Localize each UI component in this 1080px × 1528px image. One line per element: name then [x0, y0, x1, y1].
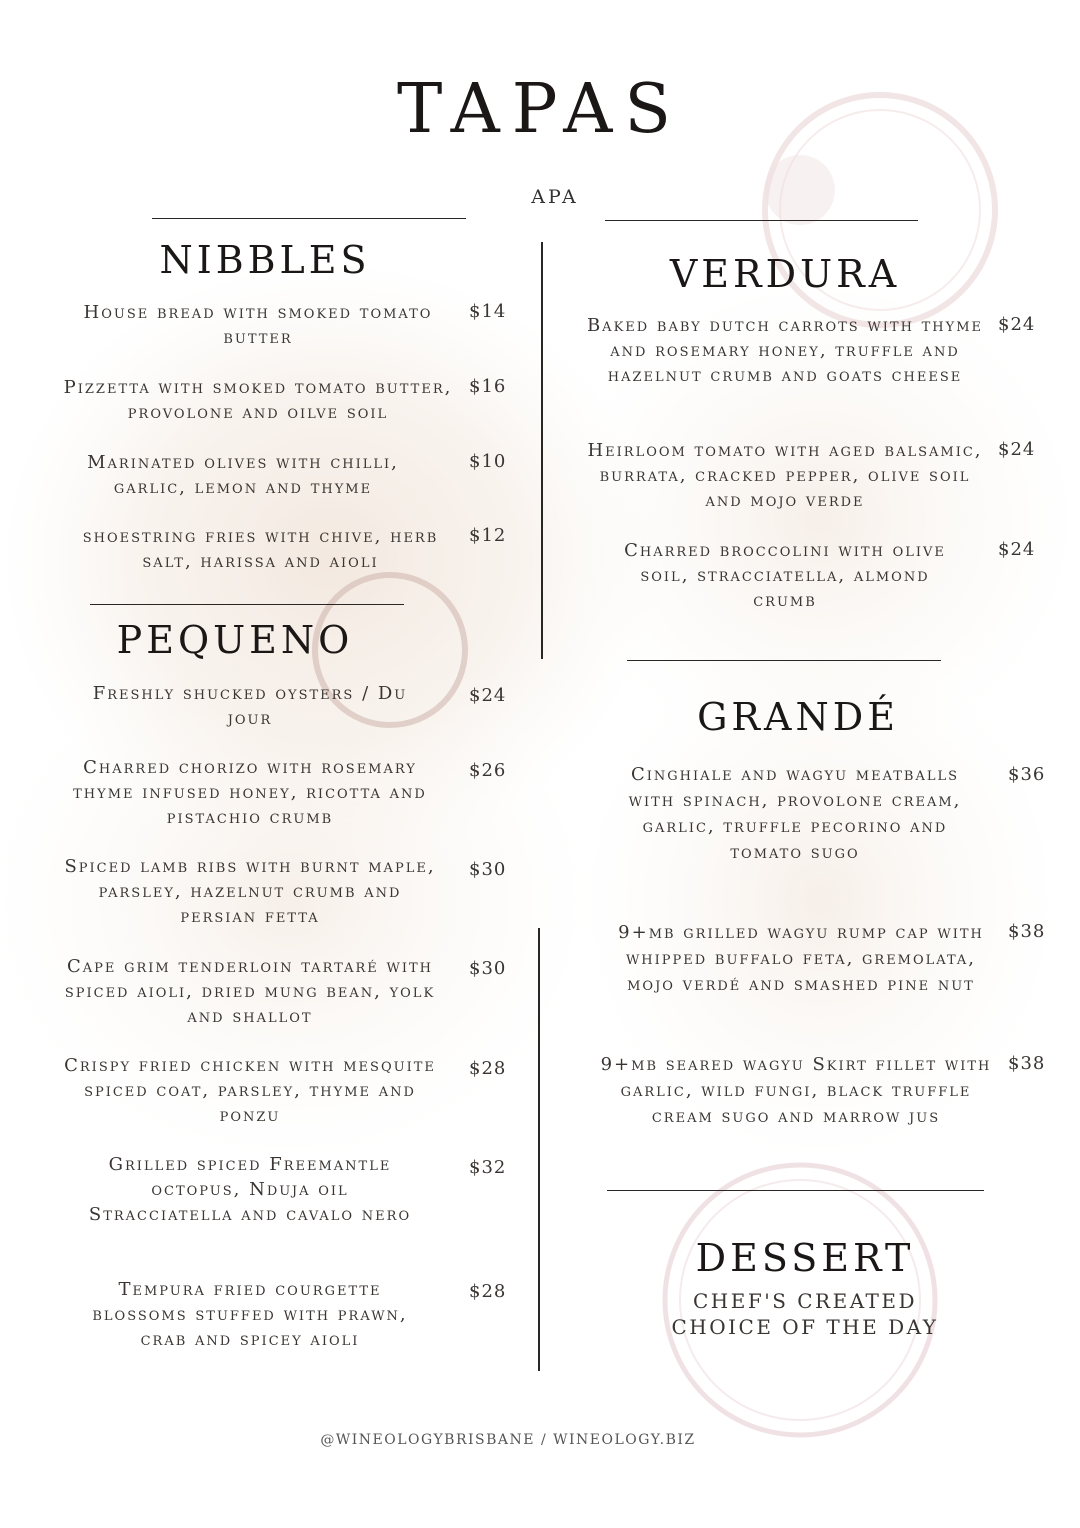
menu-item-name: Cape grim tenderloin tartaré with spiced aioli, dried mung bean, yolk and shallot — [64, 956, 436, 1027]
column-divider-lower — [538, 928, 540, 1371]
menu-item-name: shoestring fries with chive, herb salt, harissa and aioli — [82, 526, 439, 572]
dessert-description: CHEF'S CREATED CHOICE OF THE DAY — [671, 1289, 939, 1339]
menu-item-price: $36 — [1008, 764, 1046, 785]
menu-item-name: Charred broccolini with olive soil, stracciatella, almond crumb — [624, 540, 946, 611]
divider-grande-dessert — [607, 1190, 984, 1191]
menu-item-price: $16 — [469, 376, 507, 397]
section-heading-grande: GRANDÉ — [697, 695, 899, 739]
menu-item-name: Marinated olives with chilli, garlic, lemon and thyme — [87, 452, 399, 498]
menu-item-name: Heirloom tomato with aged balsamic, burrata, cracked pepper, olive soil and mojo verde — [587, 440, 983, 511]
menu-item-name: Spiced lamb ribs with burnt maple, parsley, hazelnut crumb and persian fetta — [64, 856, 436, 927]
divider-top-right — [605, 220, 918, 221]
menu-item-name: Crispy fried chicken with mesquite spiced coat, parsley, thyme and ponzu — [64, 1055, 436, 1126]
menu-item-name: Pizzetta with smoked tomato butter, provolone and oilve soil — [63, 377, 453, 423]
divider-nibbles-pequeno — [90, 604, 404, 605]
menu-item-price: $10 — [469, 451, 507, 472]
menu-item-price: $28 — [469, 1281, 507, 1302]
section-heading-nibbles: NIBBLES — [159, 238, 371, 282]
menu-item-price: $38 — [1008, 1053, 1046, 1074]
menu-item-name: Charred chorizo with rosemary thyme infused honey, ricotta and pistachio crumb — [73, 757, 427, 828]
section-heading-pequeno: PEQUENO — [116, 618, 354, 662]
menu-item-price: $32 — [469, 1157, 507, 1178]
menu-item-name: 9+mb seared wagyu Skirt fillet with garlic, wild fungi, black truffle cream sugo and marrow jus — [600, 1054, 992, 1127]
menu-item-price: $30 — [469, 859, 507, 880]
footer-social: @WINEOLOGYBRISBANE / WINEOLOGY.BIZ — [320, 1432, 696, 1448]
menu-item-name: Cinghiale and wagyu meatballs with spinach, provolone cream, garlic, truffle pecorino and tomato sugo — [628, 764, 962, 863]
menu-item-name: Tempura fried courgette blossoms stuffed with prawn, crab and spicey aioli — [92, 1279, 408, 1350]
menu-item-name: Grilled spiced Freemantle octopus, Nduja oil Stracciatella and cavalo nero — [88, 1154, 412, 1225]
menu-item-price: $24 — [998, 539, 1036, 560]
divider-verdura-grande — [627, 660, 941, 661]
menu-item-name: 9+mb grilled wagyu rump cap with whipped buffalo feta, gremolata, mojo verdé and smashed pine nut — [618, 922, 984, 995]
menu-item-price: $38 — [1008, 921, 1046, 942]
menu-item-price: $14 — [469, 301, 507, 322]
section-heading-verdura: VERDURA — [669, 252, 901, 296]
section-heading-dessert: DESSERT — [695, 1236, 915, 1280]
page-title: TAPAS — [397, 70, 683, 149]
menu-item-name: Baked baby dutch carrots with thyme and rosemary honey, truffle and hazelnut crumb and goats cheese — [586, 315, 984, 386]
column-divider-upper — [541, 242, 543, 659]
menu-item-price: $28 — [469, 1058, 507, 1079]
menu-item-price: $24 — [998, 439, 1036, 460]
page-subtitle: APA — [531, 186, 579, 208]
menu-item-price: $12 — [469, 525, 507, 546]
divider-top-left — [152, 218, 466, 219]
menu-item-price: $26 — [469, 760, 507, 781]
menu-item-price: $30 — [469, 958, 507, 979]
menu-item-price: $24 — [469, 685, 507, 706]
menu-item-name: House bread with smoked tomato butter — [83, 302, 433, 348]
menu-item-price: $24 — [998, 314, 1036, 335]
menu-item-name: Freshly shucked oysters / Du jour — [92, 683, 408, 729]
